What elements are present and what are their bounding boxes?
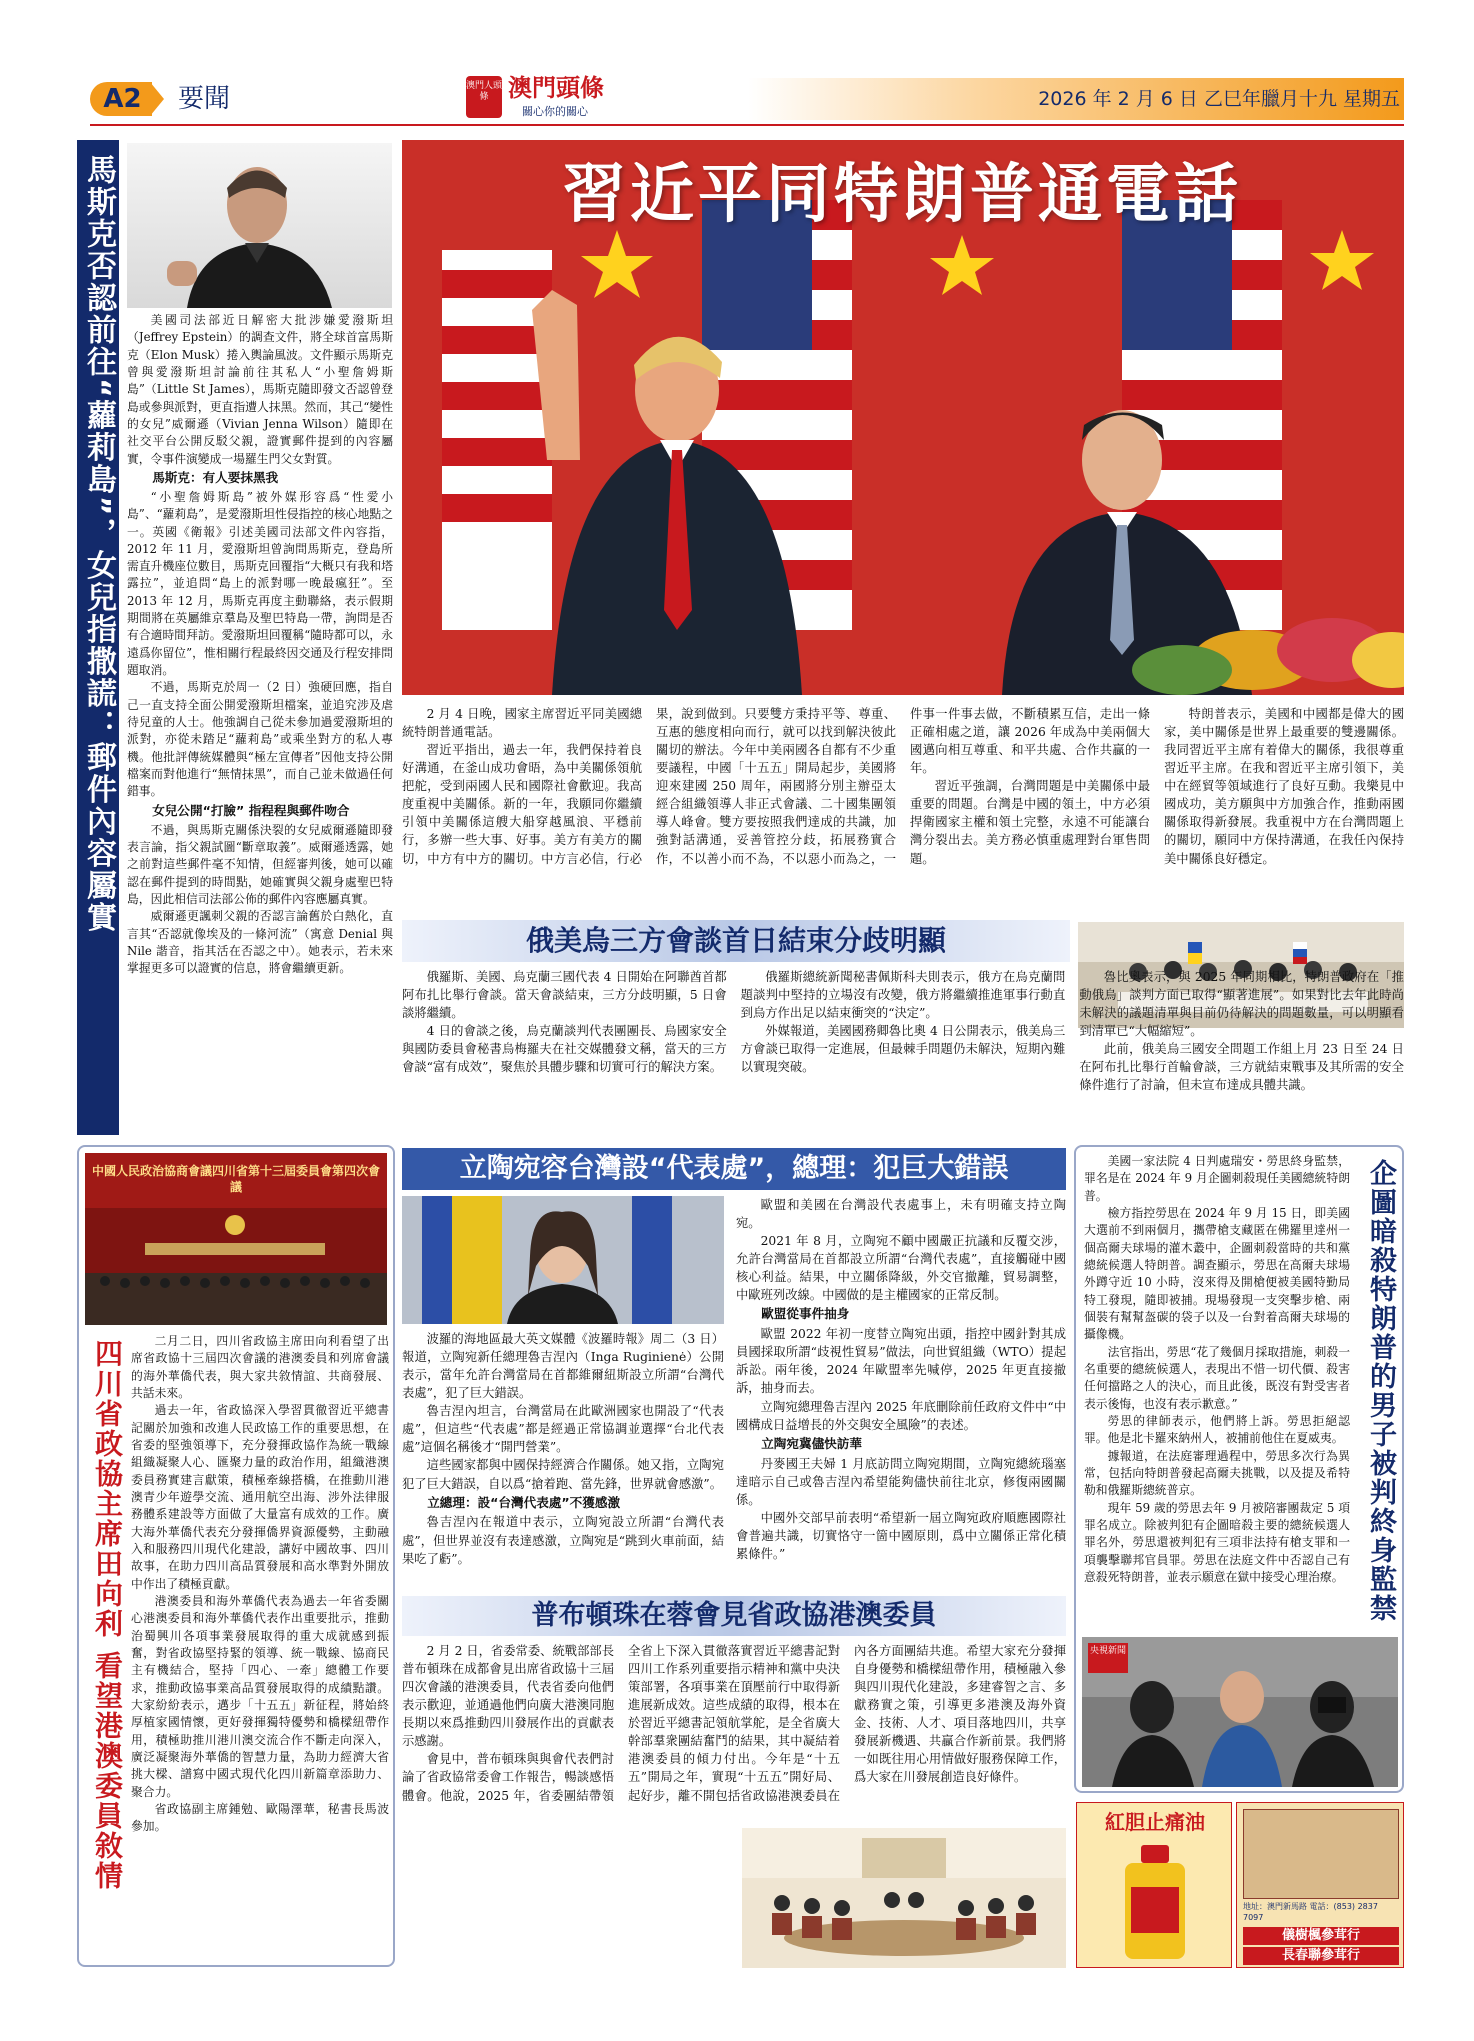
- ad-ginseng-shop-2: 長春聯參茸行: [1243, 1947, 1399, 1965]
- russia-para-5: 魯比奧表示，與 2025 年同期相比，特朗普政府在「推動俄烏」談判方面已取得“顯著進展”。如果對比去年此時尚未解決的議題清單與目前仍待解決的問題數量，可以明顯看到清單已“大幅縮短”。: [1079, 970, 1404, 1039]
- musk-body: [127, 312, 393, 1132]
- taiwan-subhead-1: 立總理：設“台灣代表處”不獲感激: [427, 1494, 621, 1510]
- sichuan-para-1: 二月二日，四川省政協主席田向利看望了出席省政協十三屆四次會議的港澳委員和列席會議的海外華僑代表，與大家共敘情誼、共商發展、共話未來。: [131, 1334, 389, 1400]
- taiwan-para-10: 中國外交部早前表明“希望新一屆立陶宛政府順應國際社會普遍共識，切實恪守一箇中國原則，爲中立關係正常化積累條件。”: [736, 1510, 1066, 1561]
- assassin-story: [1074, 1145, 1404, 1793]
- taiwan-para-7: 歐盟 2022 年初一度替立陶宛出頭，指控中國針對其成員國採取所謂“歧視性貿易”做法，向世貿組織（WTO）提起訴訟。兩年後，2024 年歐盟率先喊停，2025 年更直接撤訴，抽身而去。: [736, 1327, 1066, 1396]
- taiwan-story: [402, 1148, 1066, 1588]
- paper-name: 澳門頭條: [508, 74, 604, 102]
- russia-headline: 俄美烏三方會談首日結束分歧明顯: [525, 924, 946, 957]
- assassin-para-2: 檢方指控勞思在 2024 年 9 月 15 日，即美國大選前不到兩個月，攜帶槍支藏匿在佛羅里達州一個高爾夫球場的灌木叢中，企圖刺殺當時的共和黨總統候選人特朗普。調查顯示，勞思在高爾夫球場外蹲守近 10 小時，沒來得及開槍便被美國特勤局特工發現，隨即被捕。現場發現一支突擊步槍、兩個裝有幫幫盔碳的袋子以及一台對着高爾夫球場的攝像機。: [1084, 1205, 1350, 1342]
- sichuan-story: [77, 1145, 395, 1967]
- ad-painkiller-title: 紅胆止痛油: [1105, 1810, 1205, 1834]
- court-group-photo-icon: [1082, 1637, 1398, 1787]
- taiwan-photo: [402, 1196, 724, 1324]
- ad-ginseng-storefront: [1243, 1809, 1399, 1899]
- assassin-body: [1084, 1153, 1350, 1631]
- russia-para-3: 俄羅斯總統新聞秘書佩斯科夫則表示，俄方在烏克蘭問題談判中堅持的立場沒有改變，俄方將繼續推進軍事行動直到烏方作出足以結束衝突的“決定”。: [740, 970, 1066, 1021]
- russia-para-1: 俄羅斯、美國、烏克蘭三國代表 4 日開始在阿聯酋首都阿布扎比舉行會談。當天會談結束，三方分歧明顯，5 日會談將繼續。: [402, 970, 727, 1021]
- sichuan-para-4: 省政協副主席鍾勉、歐陽澤華，秘書長馬波參加。: [131, 1801, 389, 1834]
- taiwan-para-1: 波羅的海地區最大英文媒體《波羅時報》周二（3 日）報道，立陶宛新任總理魯吉涅內（Inga Ruginienė）公開表示，當年允許台灣當局在首都維爾紐斯設立所謂“台灣代表處”，犯了巨大錯誤。: [402, 1332, 724, 1401]
- oil-bottle-icon: [1111, 1843, 1199, 1963]
- lead-para-4: 特朗普表示，美國和中國都是偉大的國家，美中關係是世界上最重要的雙邊關係。我同習近平主席有着偉大的關係，我很尊重習近平主席。在我和習近平主席引領下，美中在經貿等領域進行了良好互動。我樂見中國成功，美方願與中方加強合作，推動兩國關係取得新發展。我重視中方在台灣問題上的關切，願同中方保持溝通，在我任內保持美中關係良好穩定。: [1164, 707, 1404, 866]
- lead-body: [402, 705, 1404, 930]
- assassin-photo-watermark: 央視新聞: [1088, 1643, 1128, 1673]
- header-rule: [90, 124, 1404, 126]
- pu-headline: 普布頓珠在蓉會見省政協港澳委員: [531, 1600, 937, 1631]
- musk-subhead-2: 女兒公開“打臉” 指程程與郵件吻合: [152, 802, 350, 818]
- musk-story: [77, 140, 395, 1135]
- musk-subhead-1: 馬斯克：有人要抹黑我: [152, 469, 279, 485]
- taiwan-body-left: [402, 1330, 724, 1586]
- lead-para-2: 習近平指出，過去一年，我們保持着良好溝通，在釜山成功會晤，為中美關係領航把舵，受到兩國人民和國際社會歡迎。我高度重視中美關係。新的一年，我願同你繼續引領中美關係這艘大船穿越風浪、平穩前行，多辦一些大事、好事。美方有美方的關切，中方有中方的關切。中方言必信，行必果，說到做到。只要雙方秉持平等、尊重、互惠的態度相向而行，就可以找到解決彼此關切的辦法。今年中美兩國各自都有不少重要議程，中國「十五五」開局起步，美國將迎來建國 250 周年，兩國將分別主辦亞太經合組織領導人非正式會議、二十國集團領導人峰會。雙方要按照我們達成的共識，加強對話溝通，妥善管控分歧，拓展務實合作，不以善小而不為，不以惡小而為之，一件事一件事去做，不斷積累互信，走出一條正確相處之道，讓 2026 年成為中美兩個大國邁向相互尊重、和平共處、合作共贏的一年。: [402, 707, 1150, 866]
- assassin-para-1: 美國一家法院 4 日判處瑞安・勞思終身監禁，罪名是在 2024 年 9 月企圖刺殺現任美國總統特朗普。: [1084, 1154, 1350, 1203]
- taiwan-body-right: [736, 1196, 1066, 1586]
- taiwan-subhead-3: 立陶宛冀儘快訪華: [761, 1435, 862, 1451]
- sichuan-body: [131, 1333, 389, 1961]
- lead-para-1: 2 月 4 日晚，國家主席習近平同美國總統特朗普通電話。: [402, 707, 642, 740]
- taiwan-para-3: 這些國家都與中國保持經濟合作關係。她又指，立陶宛犯了巨大錯誤，自以爲“搶着跑、當先鋒，世界就會感激”。: [402, 1458, 724, 1491]
- page-header: [0, 0, 1474, 130]
- russia-para-6: 此前，俄美烏三國安全問題工作組上月 23 日至 24 日在阿布扎比舉行首輪會談，三方就結束戰事及其所需的安全條件進行了討論，但未宣布達成具體共識。: [1079, 1042, 1404, 1093]
- page-number: A2: [103, 84, 142, 114]
- paper-logo: [466, 74, 766, 124]
- logo-badge: 澳門人頭條: [466, 76, 502, 118]
- taiwan-para-2: 魯吉涅內坦言，台灣當局在此歐洲國家也開設了“代表處”，但這些“代表處”都是經過正常協調並選擇“台北代表處”這個名稱後才“開門營業”。: [402, 1404, 724, 1455]
- sichuan-para-3: 港澳委員和海外華僑代表為過去一年省委關心港澳委員和海外華僑代表作出重要批示，推動治蜀興川各項事業發展取得的重大成就感到振奮，對省政協堅持緊的領導、統一戰線、協商民主有機結合，堅持「四心、一牽」總體工作要求，推動政協事業高品質發展取得的成績點讚。大家紛紛表示，邁步「十五五」新征程，將始終厚植家國情懷，更好發揮獨特優勢和橋樑紐帶作用，積極助推川港川澳交流合作不斷走向深入，廣泛凝聚海外華僑的智慧力量，為助力經濟大省挑大樑、譜寫中國式現代化四川新篇章添助力、聚合力。: [131, 1593, 389, 1799]
- musk-portrait-icon: [127, 143, 392, 308]
- pu-photo: [742, 1828, 1066, 1968]
- ad-painkiller[interactable]: [1076, 1802, 1232, 1968]
- russia-story: [402, 920, 1404, 1138]
- assassin-photo: [1082, 1637, 1398, 1787]
- taiwan-para-9: 丹麥國王夫婦 1 月底訪問立陶宛期間，立陶宛總統瑙塞達暗示自己或魯吉涅內希望能夠儘快前往北京，修復兩國關係。: [736, 1456, 1066, 1507]
- musk-para-4: 不過，與馬斯克關係決裂的女兒威爾遜隨即發表言論，指父親試圖“斷章取義”。威爾遜透露，她之前對這些郵件毫不知情，但經審判後，她可以確認在郵件提到的時間點，她確實與父親身處聖巴特島，因此相信司法部公佈的郵件內容應屬真實。: [127, 822, 393, 906]
- paper-slogan: 關心你的關心: [522, 105, 588, 118]
- assassin-title: 企圖暗殺特朗普的男子被判終身監禁: [1365, 1159, 1396, 1623]
- lead-story: [402, 140, 1404, 940]
- sichuan-banner-text: 中國人民政治協商會議四川省第十三屆委員會第四次會議: [91, 1164, 380, 1194]
- pu-body: [402, 1642, 1066, 1822]
- meeting-room-photo-icon: [742, 1828, 1066, 1968]
- assassin-para-3: 法官指出，勞思“花了幾個月採取措施，刺殺一名重要的總統候選人，表現出不惜一切代價、殺害任何擋路之人的決心，而且此後，既沒有對受害者表示後悔，也沒有表示歉意。”: [1084, 1344, 1350, 1411]
- taiwan-subhead-2: 歐盟從事件抽身: [761, 1306, 850, 1322]
- section-label: 要聞: [178, 84, 231, 114]
- assassin-para-5: 據報道，在法庭審理過程中，勞思多次行為異常，包括向特朗普發起高爾夫挑戰，以及提及希特勒和俄羅斯總統普京。: [1084, 1448, 1350, 1498]
- russia-para-2: 4 日的會談之後，烏克蘭談判代表團團長、烏國家安全與國防委員會秘書烏梅羅夫在社交媒體發文稱，當天的三方會談“富有成效”，聚焦於具體步驟和切實可行的解決方案。: [402, 1024, 727, 1075]
- musk-title: 馬斯克否認前往“蘿莉島”，女兒指撒謊：郵件內容屬實: [81, 154, 116, 934]
- lithuanian-pm-portrait-icon: [402, 1196, 724, 1324]
- russia-para-4: 外媒報道，美國國務卿魯比奧 4 日公開表示，俄美烏三方會談已取得一定進展，但最棘手問題仍未解決，短期內難以實現突破。: [740, 1024, 1066, 1075]
- ad-ginseng-shop-1: 儀樹楓參茸行: [1243, 1927, 1399, 1945]
- assassin-para-6: 現年 59 歲的勞思去年 9 月被陪審團裁定 5 項罪名成立。除被判犯有企圖暗殺主要的總統候選人罪名外，勞思還被判犯有三項非法持有槍支罪和一項襲擊聯邦官員罪。勞思在法庭文件中否認自己有意殺死特朗普，並表示願意在獄中接受心理治療。: [1084, 1500, 1350, 1584]
- russia-body: [402, 968, 1404, 1136]
- pu-para-2: 會見中，普布頓珠與與會代表們討論了省政協常委會工作報告，暢談感悟體會。他說，2025 年，省委團結帶領全省上下深入貫徹落實習近平總書記對四川工作系列重要指示精神和黨中央決策部署，各項事業在頂壓前行中取得新進展新成效。這些成績的取得，根本在於習近平總書記領航掌舵，是全省廣大幹部羣衆團結奮鬥的結果，其中凝結着港澳委員的傾力付出。今年是“十五五”開局之年，實現“十五五”開好局、起好步，離不開包括省政協港澳委員在內各方面團結共進。希望大家充分發揮自身優勢和橋樑紐帶作用，積極融入參與四川現代化建設，多建睿智之言、多獻務實之策，引導更多港澳及海外資金、技術、人才、項目落地四川，共享發展新機遇、共贏合作新前景。我們將一如既往用心用情做好服務保障工作，爲大家在川發展創造良好條件。: [402, 1644, 1066, 1803]
- ad-ginseng-addr: 地址：澳門新馬路 電話：(853) 2837 7097: [1243, 1902, 1378, 1922]
- musk-para-3: 不過，馬斯克於周一（2 日）強硬回應，指自己一直支持全面公開愛潑斯坦檔案，並追究涉及虐待兒童的人士。他強調自己從未參加過愛潑斯坦的派對，亦從未踏足“蘿莉島”或乘坐對方的私人專機。他批評傳統媒體與“極左宣傳者”因他支持公開檔案而對他進行“無情抹黑”，而自己並未做過任何錯事。: [127, 680, 393, 799]
- assassin-para-4: 勞思的律師表示，他們將上訴。勞思拒絕認罪。他是北卡羅來納州人，被捕前他住在夏威夷。: [1084, 1413, 1350, 1446]
- page-number-arrow: [150, 82, 164, 116]
- sichuan-title: 四川省政協主席田向利 看望港澳委員敘情: [91, 1339, 124, 1891]
- taiwan-para-5: 歐盟和美國在台灣設代表處事上，未有明確支持立陶宛。: [736, 1198, 1066, 1231]
- taiwan-para-4: 魯吉涅內在報道中表示，立陶宛設立所謂“台灣代表處”，但世界並沒有表達感激，立陶宛是“跳到火車前面，結果吃了虧”。: [402, 1515, 724, 1566]
- pu-para-1: 2 月 2 日，省委常委、統戰部部長普布頓珠在成都會見出席省政協十三屆四次會議的港澳委員，代表省委向他們表示歡迎，並通過他們向廣大港澳同胞長期以來爲推動四川發展作出的貢獻表示感謝。: [402, 1644, 614, 1749]
- pu-story: [402, 1596, 1066, 1968]
- musk-photo: [127, 143, 392, 308]
- sichuan-photo: [85, 1153, 387, 1325]
- taiwan-headline: 立陶宛容台灣設“代表處”，總理：犯巨大錯誤: [459, 1153, 1009, 1184]
- musk-para-1: 美國司法部近日解密大批涉嫌愛潑斯坦（Jeffrey Epstein）的調查文件，將全球首富馬斯克（Elon Musk）捲入輿論風波。文件顯示馬斯克曾與愛潑斯坦討論前往其私人“小聖詹姆斯島”（Little St James），馬斯克隨即發文否認曾登島或參與派對，更直指遭人抹黑。然而，其己“變性的女兒”威爾遜（Vivian Jenna Wilson）隨即在社交平台公開反駁父親，證實郵件提到的內容屬實，令事件演變成一場羅生門父女對質。: [127, 313, 393, 466]
- sichuan-para-2: 過去一年，省政協深入學習貫徹習近平總書記關於加強和改進人民政協工作的重要思想，在省委的堅強領導下，充分發揮政協作為統一戰線組織凝聚人心、匯聚力量的政治作用，組織港澳委員務實建言獻策，積極牽線搭橋，在推動川港澳青少年遊學交流、通用航空出海、涉外法律服務體系建設等方面做了大量富有成效的工作。廣大海外華僑代表充分發揮僑界資源優勢，主動融入和服務四川現代化建設，講好中國故事、四川故事，在助力四川高品質發展和高水準對外開放中作出了積極貢獻。: [131, 1403, 389, 1591]
- musk-para-5: 威爾遜更諷刺父親的否認言論舊於白熱化，直言其“否認就像埃及的一條河流”（寓意 Denial 與 Nile 諧音，指其活在否認之中）。她表示，若未來掌握更多可以證實的信息，將會繼續更新。: [127, 909, 393, 976]
- taiwan-para-6: 2021 年 8 月，立陶宛不顧中國嚴正抗議和反覆交涉，允許台灣當局在首都設立所謂“台灣代表處”，直接觸碰中國核心利益。結果，中立關係降級，外交官撤離，貿易調整，中歐班列改線。中國做的是主權國家的正常反制。: [736, 1234, 1066, 1303]
- taiwan-para-8: 立陶宛總理魯吉涅內 2025 年底刪除前任政府文件中“中國構成日益增長的外交與安全風險”的表述。: [736, 1399, 1066, 1432]
- issue-date: 2026 年 2 月 6 日 乙巳年臘月十九 星期五: [1038, 88, 1400, 110]
- lead-para-3: 習近平強調，台灣問題是中美關係中最重要的問題。台灣是中國的領土，中方必須捍衛國家主權和領土完整，永遠不可能讓台灣分裂出去。美方務必慎重處理對台軍售問題。: [910, 779, 1150, 866]
- musk-para-2: “小聖詹姆斯島”被外媒形容爲“性愛小島”、“蘿莉島”，是愛潑斯坦性侵指控的核心地點之一。英國《衛報》引述美國司法部文件內容指，2012 年 11 月，愛潑斯坦曾詢問馬斯克，登島所需直升機座位數目，馬斯克回覆指“大概只有我和塔露拉”，並追問“島上的派對哪一晚最瘋狂”。至 2013 年 12 月，馬斯克再度主動聯絡，表示假期期間將在英屬維京羣島及聖巴特島一帶，詢問是否有合適時間拜訪。愛潑斯坦回覆稱“隨時都可以，永遠爲你留位”，惟相關行程最終因交通及行程安排問題取消。: [127, 489, 393, 678]
- ad-ginseng[interactable]: [1236, 1802, 1404, 1968]
- lead-headline: 習近平同特朗普通電話: [562, 158, 1242, 232]
